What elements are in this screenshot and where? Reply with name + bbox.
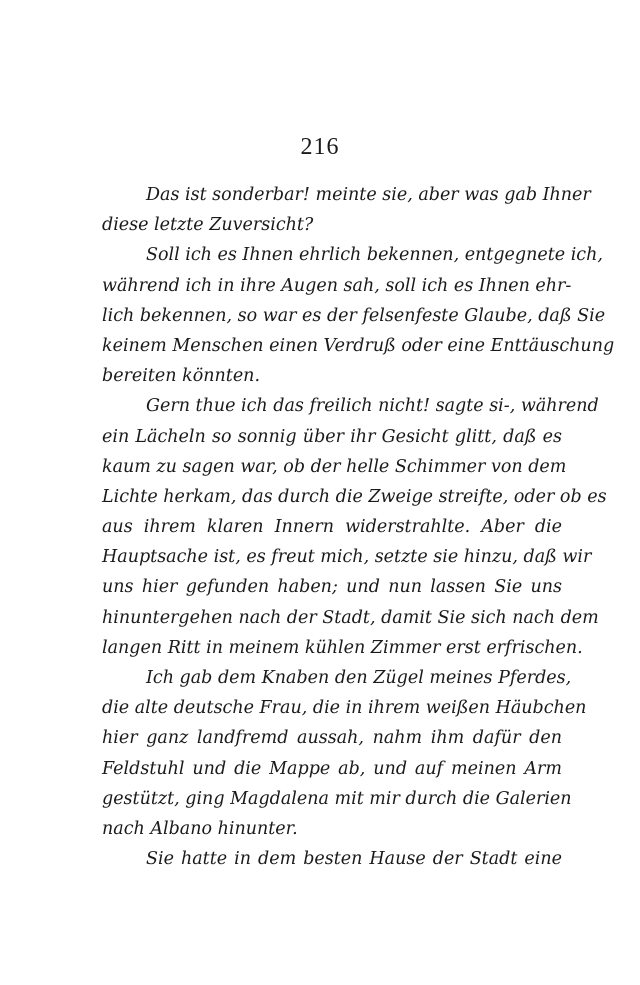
text-line: hinuntergehen nach der Stadt, damit Sie sich nach dem xyxy=(102,607,599,628)
text-line: keinem Menschen einen Verdruß oder eine Enttäuschung xyxy=(102,335,615,356)
text-line: langen Ritt in meinem kühlen Zimmer erst erfrischen. xyxy=(102,637,583,658)
text-line: bereiten könnten. xyxy=(102,366,261,387)
text-line: Lichte herkam, das durch die Zweige streifte, oder ob es xyxy=(102,486,607,507)
page-number: 216 xyxy=(300,134,340,160)
text-line: Feldstuhl und die Mappe ab, und auf meinen Arm xyxy=(102,758,562,779)
text-line: ein Lächeln so sonnig über ihr Gesicht glitt, daß es xyxy=(102,426,562,447)
text-line: kaum zu sagen war, ob der helle Schimmer von dem xyxy=(102,456,567,477)
text-line: uns hier gefunden haben; und nun lassen Sie uns xyxy=(102,577,562,598)
text-line: Gern thue ich das freilich nicht! sagte si-, während xyxy=(146,396,599,417)
text-line: die alte deutsche Frau, die in ihrem weißen Häubchen xyxy=(102,698,587,719)
body-text xyxy=(102,180,615,874)
text-line: gestützt, ging Magdalena mit mir durch die Galerien xyxy=(102,788,572,809)
text-line: während ich in ihre Augen sah, soll ich es Ihnen ehr- xyxy=(102,275,572,296)
text-line: Das ist sonderbar! meinte sie, aber was gab Ihner xyxy=(146,185,591,205)
text-line: lich bekennen, so war es der felsenfeste Glaube, daß Sie xyxy=(102,305,606,326)
text-line: Soll ich es Ihnen ehrlich bekennen, entgegnete ich, xyxy=(146,245,603,266)
text-line: Ich gab dem Knaben den Zügel meines Pferdes, xyxy=(146,668,572,688)
text-line: nach Albano hinunter. xyxy=(102,818,298,839)
text-line: Hauptsache ist, es freut mich, setzte sie hinzu, daß wir xyxy=(102,547,592,568)
text-line: diese letzte Zuversicht? xyxy=(102,215,314,236)
text-line: Sie hatte in dem besten Hause der Stadt eine xyxy=(146,849,562,870)
text-line: aus ihrem klaren Innern widerstrahlte. Aber die xyxy=(102,517,562,538)
text-line: hier ganz landfremd aussah, nahm ihm dafür den xyxy=(102,728,562,749)
